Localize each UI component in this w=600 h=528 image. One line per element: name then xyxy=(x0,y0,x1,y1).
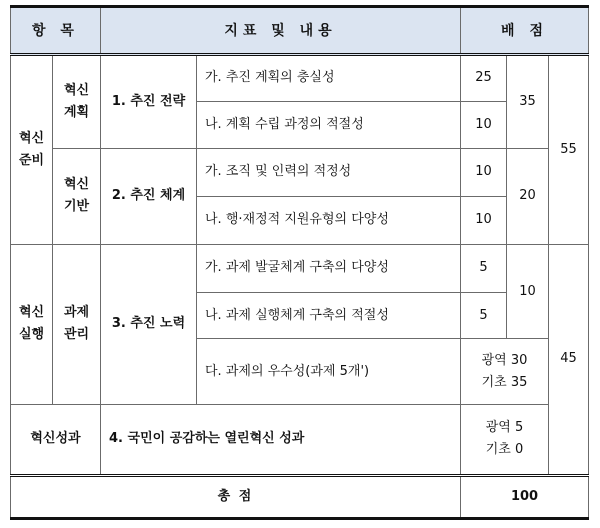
table-row xyxy=(11,55,589,102)
item-score: 5 xyxy=(461,244,507,292)
header-indicator: 지표 및 내용 xyxy=(101,7,461,55)
subgroup-base-label: 혁신 기반 xyxy=(53,148,101,244)
item-score: 10 xyxy=(461,101,507,148)
item-score: 25 xyxy=(461,55,507,102)
subtotal-strategy: 35 xyxy=(507,55,549,149)
table-header-row xyxy=(11,7,589,55)
total-value: 100 xyxy=(461,476,589,519)
item-text: 나. 행·재정적 지원유형의 다양성 xyxy=(197,196,461,244)
header-item: 항 목 xyxy=(11,7,101,55)
indicator-strategy: 1. 추진 전략 xyxy=(101,55,197,149)
item-score-regional: 광역 30 기초 35 xyxy=(461,339,549,404)
indicator-outcome: 4. 국민이 공감하는 열린혁신 성과 xyxy=(101,404,461,475)
item-text: 다. 과제의 우수성(과제 5개') xyxy=(197,339,461,404)
table-row xyxy=(11,148,589,196)
header-score: 배 점 xyxy=(461,7,589,55)
total-label: 총 점 xyxy=(11,476,461,519)
group-exec-label: 혁신 실행 xyxy=(11,244,53,404)
item-text: 가. 과제 발굴체계 구축의 다양성 xyxy=(197,244,461,292)
outcome-score-regional: 광역 5 기초 0 xyxy=(461,404,549,475)
item-score: 10 xyxy=(461,196,507,244)
item-score: 10 xyxy=(461,148,507,196)
item-text: 나. 과제 실행체계 구축의 적절성 xyxy=(197,292,461,339)
item-text: 가. 조직 및 인력의 적정성 xyxy=(197,148,461,196)
item-text: 가. 추진 계획의 충실성 xyxy=(197,55,461,102)
group-prep-total: 55 xyxy=(549,55,589,245)
evaluation-score-table xyxy=(10,5,589,520)
subtotal-task: 10 xyxy=(507,244,549,339)
indicator-effort: 3. 추진 노력 xyxy=(101,244,197,404)
item-text: 나. 계획 수립 과정의 적절성 xyxy=(197,101,461,148)
indicator-system: 2. 추진 체계 xyxy=(101,148,197,244)
item-score: 5 xyxy=(461,292,507,339)
table-row xyxy=(11,244,589,292)
subtotal-system: 20 xyxy=(507,148,549,244)
total-row xyxy=(11,476,589,519)
subgroup-plan-label: 혁신 계획 xyxy=(53,55,101,149)
subgroup-task-label: 과제 관리 xyxy=(53,244,101,404)
group-result-label: 혁신성과 xyxy=(11,404,101,475)
table-row xyxy=(11,404,589,475)
group-exec-total: 45 xyxy=(549,244,589,475)
group-prep-label: 혁신 준비 xyxy=(11,55,53,245)
